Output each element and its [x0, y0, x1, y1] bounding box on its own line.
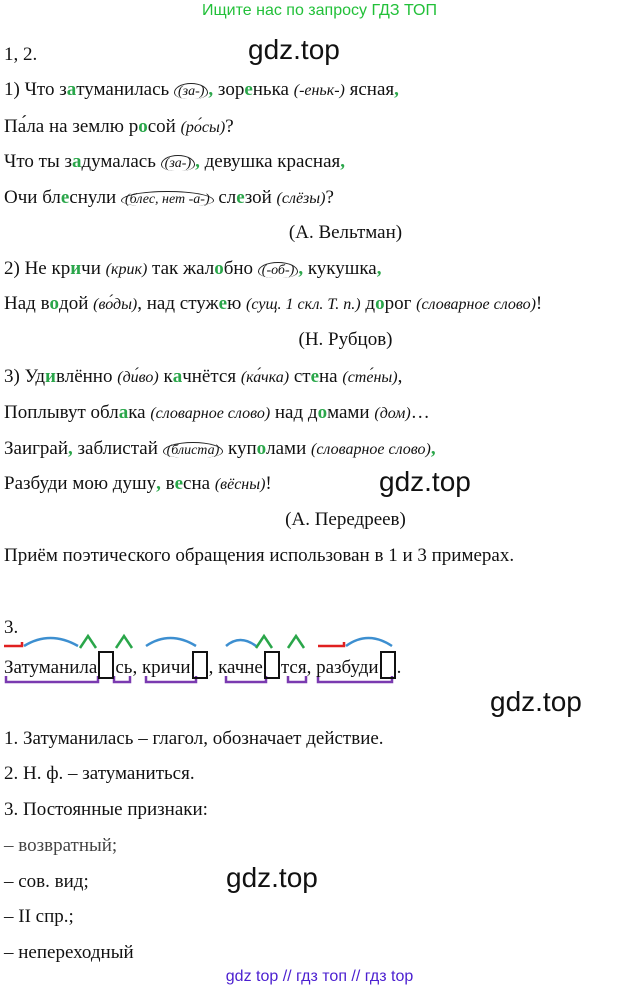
poem2-line1: 2) Не кричи (крик) так жалобно (-об-) , кукушка,	[4, 258, 382, 279]
root-mark	[226, 640, 256, 646]
ending-mark	[264, 651, 280, 679]
poem2-author: (Н. Рубцов)	[298, 329, 393, 350]
poem1-line3: Что ты задумалась (за-) , девушка красная,	[4, 151, 345, 172]
poem1-line1: 1) Что затуманилась (за-) , зоренька (-еньк-) ясная,	[4, 79, 399, 100]
prefix-mark	[318, 642, 344, 646]
prefix-mark: (за-)	[161, 155, 195, 171]
suffix-mark	[256, 636, 272, 648]
prefix-mark	[4, 642, 22, 646]
poem3-author: (А. Передреев)	[285, 509, 406, 530]
root-mark: (блес, нет -а-)	[121, 191, 214, 207]
ending-mark	[380, 651, 396, 679]
poem3-line1: 3) Удивлённо (ди́во) качнётся (ка́чка) стена (сте́ны),	[4, 366, 403, 387]
prefix-mark: (за-)	[174, 83, 208, 99]
list-item: 1. Затуманилась – глагол, обозначает действие.	[4, 728, 384, 749]
suffix-mark	[288, 636, 304, 648]
list-item: 2. Н. ф. – затуманиться.	[4, 763, 195, 784]
list-item: 3. Постоянные признаки:	[4, 799, 208, 820]
poem1-line2: Па́ла на землю росой (ро́сы)?	[4, 116, 234, 137]
poem3-line3: Заиграй, заблистай (блиста) куполами (словарное слово),	[4, 438, 436, 459]
root-mark	[146, 638, 196, 646]
root-mark: (блиста)	[163, 442, 224, 458]
watermark: gdz.top	[379, 466, 471, 497]
list-item: – сов. вид;	[4, 871, 89, 892]
list-item: – возвратный;	[4, 835, 118, 856]
suffix-mark	[80, 636, 96, 648]
poem1-line4: Очи блеснули (блес, нет -а-) слезой (слёзы)?	[4, 187, 334, 208]
watermark: gdz.top	[248, 34, 340, 65]
list-item: – непереходный	[4, 942, 134, 963]
watermark: gdz.top	[490, 686, 582, 717]
root-mark	[346, 638, 392, 646]
task-label: 1, 2.	[4, 44, 38, 65]
suffix-mark: (-об-)	[258, 262, 299, 278]
bottom-banner[interactable]: gdz top // гдз топ // гдз top	[225, 968, 414, 985]
poem3-line4: Разбуди мою душу, весна (вёсны)!	[4, 473, 272, 494]
watermark: gdz.top	[226, 862, 318, 893]
task3-words: Затуманила сь, кричи , качне тся, разбуди .	[4, 651, 401, 679]
poem3-line2: Поплывут облака (словарное слово) над домами (дом)…	[4, 402, 430, 423]
top-banner[interactable]: Ищите нас по запросу ГДЗ ТОП	[202, 2, 437, 19]
conclusion: Приём поэтического обращения использован в 1 и 3 примерах.	[4, 545, 515, 566]
suffix-mark	[116, 636, 132, 648]
list-item: – II спр.;	[4, 906, 74, 927]
poem2-line2: Над водой (во́ды), над стужею (сущ. 1 скл. Т. п.) дорог (словарное слово)!	[4, 293, 543, 314]
root-mark	[24, 638, 78, 646]
poem1-author: (А. Вельтман)	[288, 222, 403, 243]
ending-mark	[98, 651, 114, 679]
task3-label: 3.	[4, 617, 19, 638]
ending-mark	[192, 651, 208, 679]
